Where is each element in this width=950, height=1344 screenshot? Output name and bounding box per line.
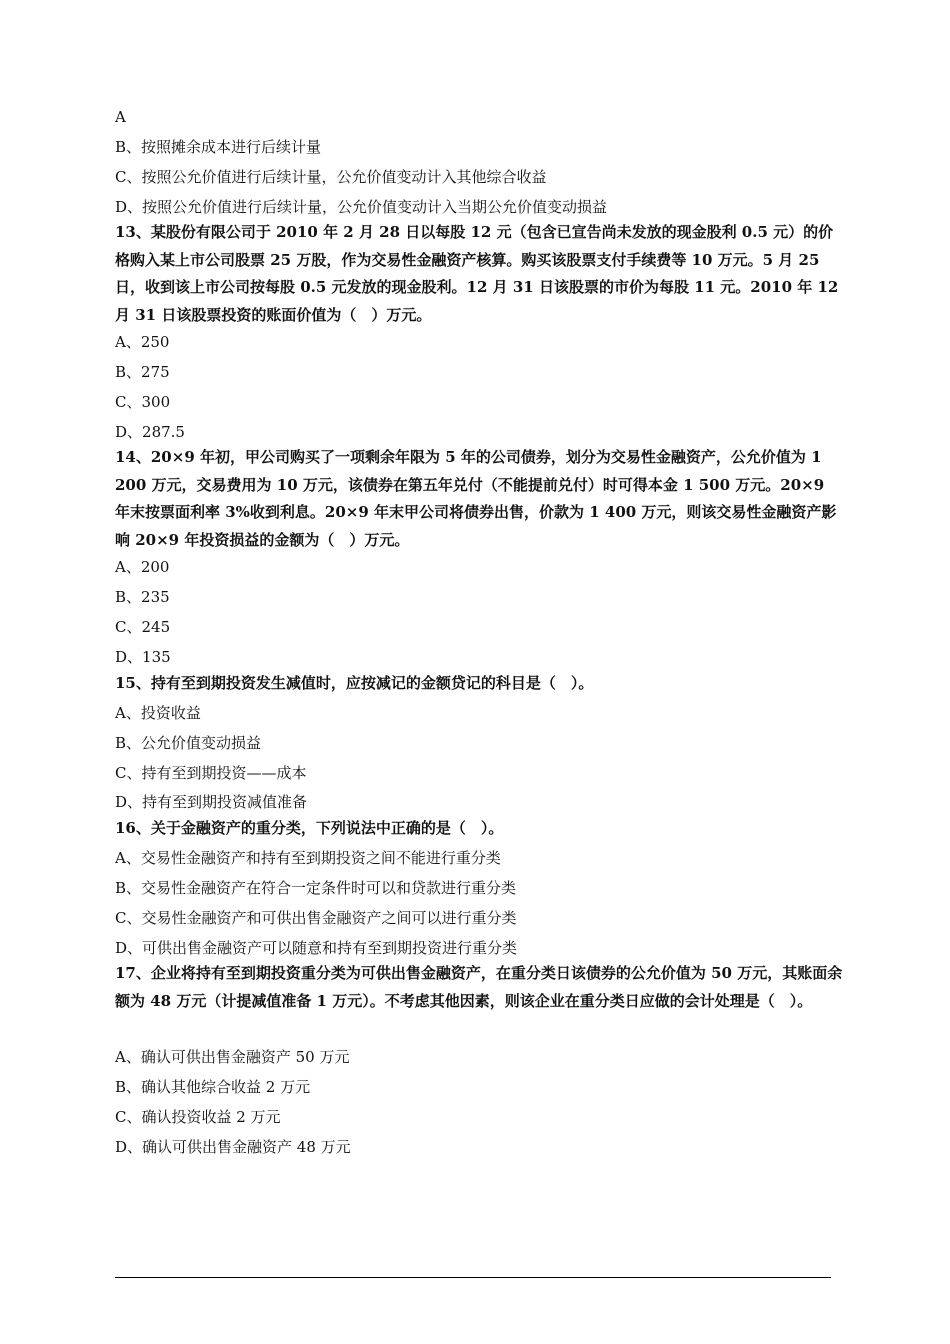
- q17-option-c: C、确认投资收益 2 万元: [115, 1108, 281, 1126]
- q15-option-a: A、投资收益: [115, 704, 201, 722]
- q12-option-a: A: [115, 108, 126, 126]
- q13-option-b: B、275: [115, 363, 170, 381]
- q14-option-a: A、200: [115, 558, 170, 576]
- q16-option-a: A、交易性金融资产和持有至到期投资之间不能进行重分类: [115, 849, 501, 867]
- q17-option-b: B、确认其他综合收益 2 万元: [115, 1078, 311, 1096]
- q16-option-b: B、交易性金融资产在符合一定条件时可以和贷款进行重分类: [115, 879, 517, 897]
- q17-stem: 17、企业将持有至到期投资重分类为可供出售金融资产，在重分类日该债券的公允价值为 50 万元，其账面余额为 48 万元（计提减值准备 1 万元）。不考虑其他因素，则该企业在重分类日应做的会计处理是（ ）。: [115, 964, 843, 1010]
- q16-stem: 16、关于金融资产的重分类，下列说法中正确的是（ ）。: [115, 819, 504, 837]
- q12-option-b: B、按照摊余成本进行后续计量: [115, 138, 322, 156]
- q14-option-b: B、235: [115, 588, 170, 606]
- q13-option-d: D、287.5: [115, 423, 185, 441]
- footer-rule: [115, 1277, 831, 1278]
- q14-stem: 14、20×9 年初，甲公司购买了一项剩余年限为 5 年的公司债券，划分为交易性金融资产，公允价值为 1 200 万元，交易费用为 10 万元，该债券在第五年兑付（不能提前兑付）时可得本金 1 500 万元。20×9 年末按票面利率 3%收到利息。20×9 年末甲公司将债券出售，价款为 1 400 万元，则该交易性金融资产影响 20×9 年投资损益的金额为（ ）万元。: [115, 448, 837, 549]
- q13-option-a: A、250: [115, 333, 170, 351]
- q15-option-b: B、公允价值变动损益: [115, 734, 262, 752]
- q16-option-c: C、交易性金融资产和可供出售金融资产之间可以进行重分类: [115, 909, 517, 927]
- q17-option-d: D、确认可供出售金融资产 48 万元: [115, 1138, 351, 1156]
- q16-option-d: D、可供出售金融资产可以随意和持有至到期投资进行重分类: [115, 939, 518, 957]
- q13-option-c: C、300: [115, 393, 171, 411]
- q12-option-c: C、按照公允价值进行后续计量，公允价值变动计入其他综合收益: [115, 168, 547, 186]
- q15-option-c: C、持有至到期投资——成本: [115, 764, 307, 782]
- q13-stem: 13、某股份有限公司于 2010 年 2 月 28 日以每股 12 元（包含已宣告尚未发放的现金股利 0.5 元）的价格购入某上市公司股票 25 万股，作为交易性金融资产核算。购买该股票支付手续费等 10 万元。5 月 25 日，收到该上市公司按每股 0.5 元发放的现金股利。12 月 31 日该股票的市价为每股 11 元。2010 年 12 月 31 日该股票投资的账面价值为（ ）万元。: [115, 223, 839, 324]
- q15-option-d: D、持有至到期投资减值准备: [115, 793, 308, 811]
- q14-option-d: D、135: [115, 648, 171, 666]
- q15-stem: 15、持有至到期投资发生减值时，应按减记的金额贷记的科目是（ ）。: [115, 674, 594, 692]
- q17-option-a: A、确认可供出售金融资产 50 万元: [115, 1048, 350, 1066]
- q12-option-d: D、按照公允价值进行后续计量，公允价值变动计入当期公允价值变动损益: [115, 198, 608, 216]
- q14-option-c: C、245: [115, 618, 171, 636]
